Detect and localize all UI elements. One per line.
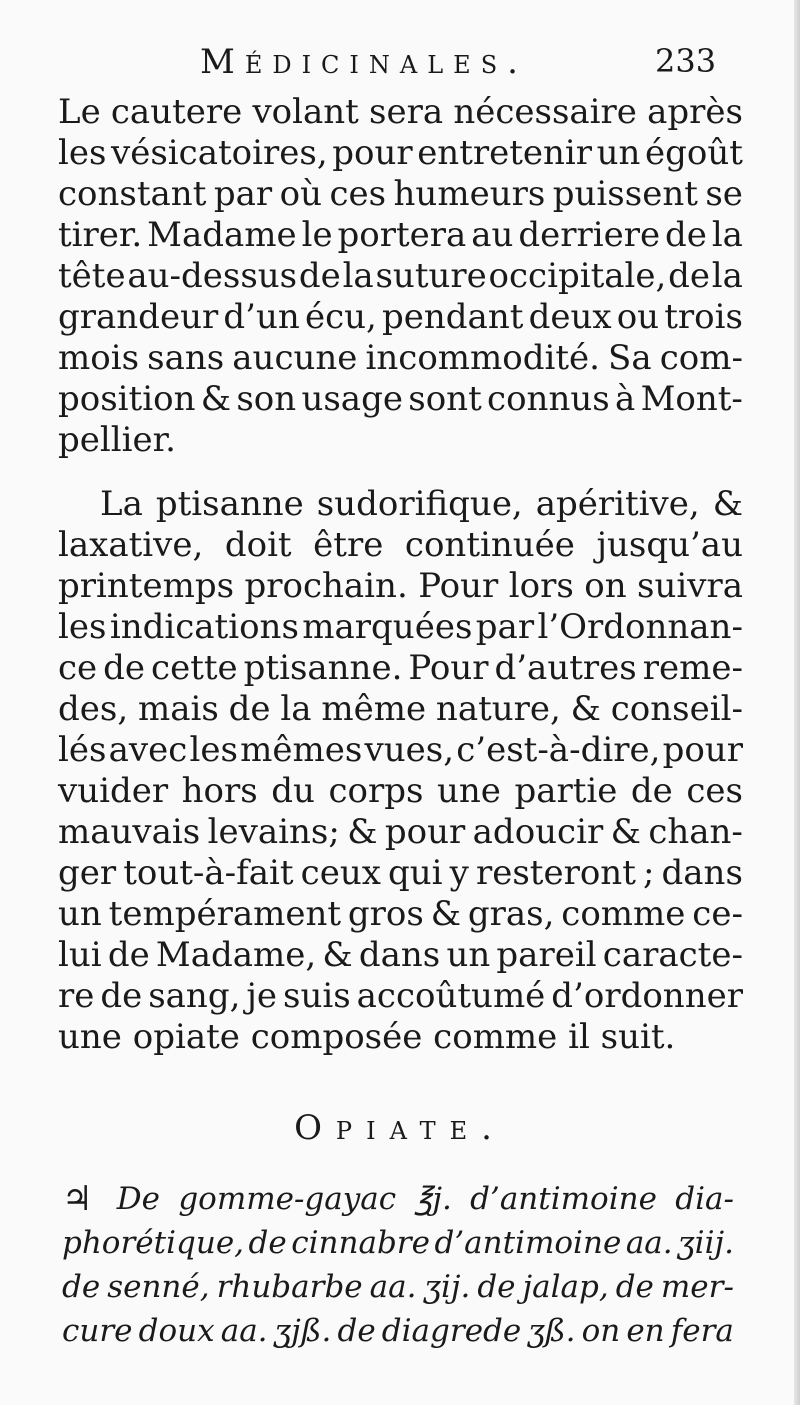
text-line: laxative, doit être continuée jusqu’au [58,525,743,565]
jupiter-symbol-icon: ♃ [62,1179,93,1219]
text-line: ce de cette ptisanne. Pour d’autres reme- [58,648,743,688]
text-line: tirer. Madame le portera au derriere de la [58,215,743,255]
page-edge [794,0,800,1405]
body-text [58,92,743,1058]
text-line: tête au-dessus de la suture occipitale, de la [58,256,743,296]
running-head [0,42,760,92]
text-line: vuider hors du corps une partie de ces [58,771,743,811]
text-line: une opiate composée comme il suit. [58,1017,676,1057]
text-line: lés avec les mêmes vues, c’est-à-dire, pour [58,730,743,770]
paragraph [58,92,743,461]
paragraph [58,484,743,1058]
text-line: mauvais levains; & pour adoucir & chan- [58,812,743,852]
text-line: Le cautere volant sera nécessaire après [58,92,743,132]
section-heading: Opiate. [294,1108,506,1148]
running-title: Médicinales. [200,42,528,82]
recipe [62,1177,734,1353]
text-line: cure doux aa. ʒjß. de diagrede ʒß. on en fera [62,1313,734,1349]
text-line: printemps prochain. Pour lors on suivra [58,566,743,606]
text-line: phorétique, de cinnabre d’antimoine aa. ʒiij. [62,1225,734,1261]
text-line: ger tout-à-fait ceux qui y resteront ; dans [58,853,743,893]
text-line: de senné, rhubarbe aa. ʒij. de jalap, de mer- [62,1269,734,1305]
text-line: les vésicatoires, pour entretenir un égoût [58,133,743,173]
text-line: des, mais de la même nature, & conseil- [58,689,743,729]
text-line: ♃ De gomme-gayac ℥j. d’antimoine dia- [62,1179,734,1219]
text-line: position & son usage sont connus à Mont- [58,379,743,419]
text-line: lui de Madame, & dans un pareil caracte- [58,935,743,975]
text-line: pellier. [58,420,176,460]
text-line: mois sans aucune incommodité. Sa com- [58,338,743,378]
text-line: La ptisanne sudorifique, apéritive, & [100,484,743,524]
text-line: un tempérament gros & gras, comme ce- [58,894,743,934]
text-line: grandeur d’un écu, pendant deux ou trois [58,297,743,337]
text-line: re de sang, je suis accoûtumé d’ordonner [58,976,743,1016]
page-number: 233 [655,42,717,80]
text-line: constant par où ces humeurs puissent se [58,174,743,214]
text-line: les indications marquées par l’Ordonnan- [58,607,743,647]
